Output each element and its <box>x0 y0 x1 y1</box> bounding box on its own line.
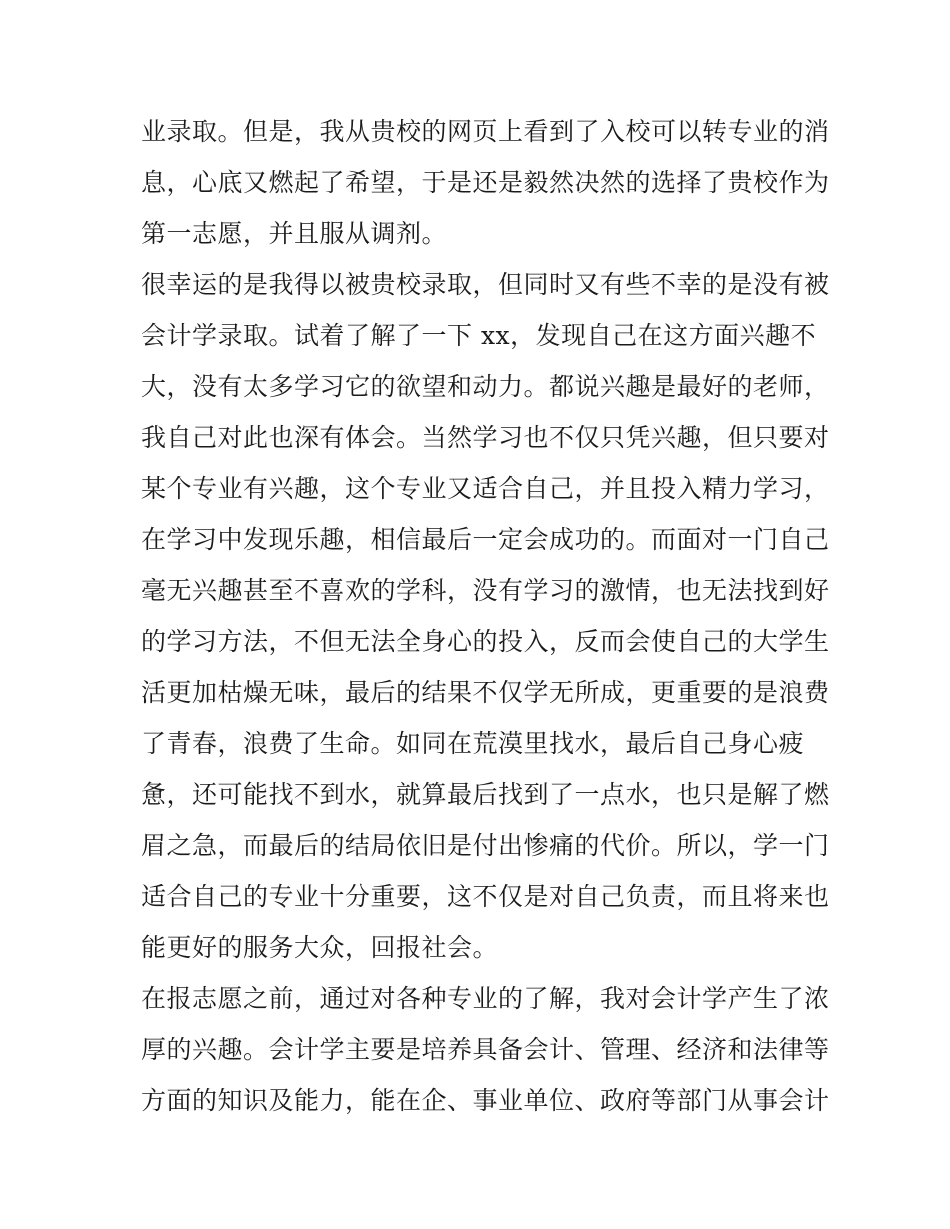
text-line: 能更好的服务大众，回报社会。 <box>141 933 499 962</box>
text-line: 的学习方法，不但无法全身心的投入，反而会使自己的大学生 <box>141 627 830 656</box>
text-line: 厚的兴趣。会计学主要是培养具备会计、管理、经济和法律等 <box>141 1035 830 1064</box>
text-line: 很幸运的是我得以被贵校录取，但同时又有些不幸的是没有被 <box>141 270 830 299</box>
text-line: 某个专业有兴趣，这个专业又适合自己，并且投入精力学习， <box>141 474 830 503</box>
text-line: 我自己对此也深有体会。当然学习也不仅只凭兴趣，但只要对 <box>141 423 830 452</box>
text-line: 毫无兴趣甚至不喜欢的学科，没有学习的激情，也无法找到好 <box>141 576 830 605</box>
text-line: 活更加枯燥无味，最后的结果不仅学无所成，更重要的是浪费 <box>141 678 830 707</box>
text-line: 大，没有太多学习它的欲望和动力。都说兴趣是最好的老师， <box>141 372 830 401</box>
text-line: 息，心底又燃起了希望，于是还是毅然决然的选择了贵校作为 <box>141 168 830 197</box>
text-line: 眉之急，而最后的结局依旧是付出惨痛的代价。所以，学一门 <box>141 831 830 860</box>
text-line: 惫，还可能找不到水，就算最后找到了一点水，也只是解了燃 <box>141 780 830 809</box>
text-line: 在学习中发现乐趣，相信最后一定会成功的。而面对一门自己 <box>141 525 830 554</box>
text-line: 适合自己的专业十分重要，这不仅是对自己负责，而且将来也 <box>141 882 830 911</box>
text-line: 方面的知识及能力，能在企、事业单位、政府等部门从事会计 <box>141 1086 830 1115</box>
document-body <box>141 106 830 1126</box>
text-line: 在报志愿之前，通过对各种专业的了解，我对会计学产生了浓 <box>141 984 830 1013</box>
text-line: 了青春，浪费了生命。如同在荒漠里找水，最后自己身心疲 <box>141 729 805 758</box>
text-line: 业录取。但是，我从贵校的网页上看到了入校可以转专业的消 <box>141 117 830 146</box>
text-line: 第一志愿，并且服从调剂。 <box>141 219 448 248</box>
text-line: 会计学录取。试着了解了一下 xx，发现自己在这方面兴趣不 <box>141 321 817 350</box>
